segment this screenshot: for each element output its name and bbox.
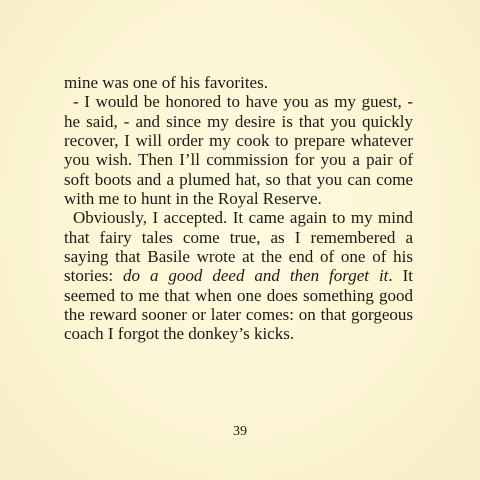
- paragraph-3: [64, 208, 413, 343]
- basile-saying: do a good deed and then forget it: [123, 266, 389, 286]
- paragraph-1: [64, 73, 413, 92]
- paragraph-3-text-before: Obviously, I accepted. It came again to my mind that fairy tales come true, as I remembered a saying that Basile wrote at the end of one of his stories:: [64, 208, 413, 286]
- paragraph-2: [64, 92, 413, 208]
- body-text: [64, 73, 413, 344]
- paragraph-2-text: - I would be honored to have you as my guest, - he said, - and since my desire is that you quickly recover, I will order my cook to prepare whatever you wish. Then I’ll commission for you a pair of soft boots and a plumed hat, so that you can come with me to hunt in the Royal Reserve.: [64, 92, 413, 209]
- page-number: 39: [233, 424, 247, 439]
- paragraph-1-text: mine was one of his favorites.: [64, 73, 268, 92]
- paragraph-3-text-after: . It seemed to me that when one does something good the reward sooner or later comes: on that gorgeous coach I forgot the donkey’s kicks.: [64, 266, 413, 344]
